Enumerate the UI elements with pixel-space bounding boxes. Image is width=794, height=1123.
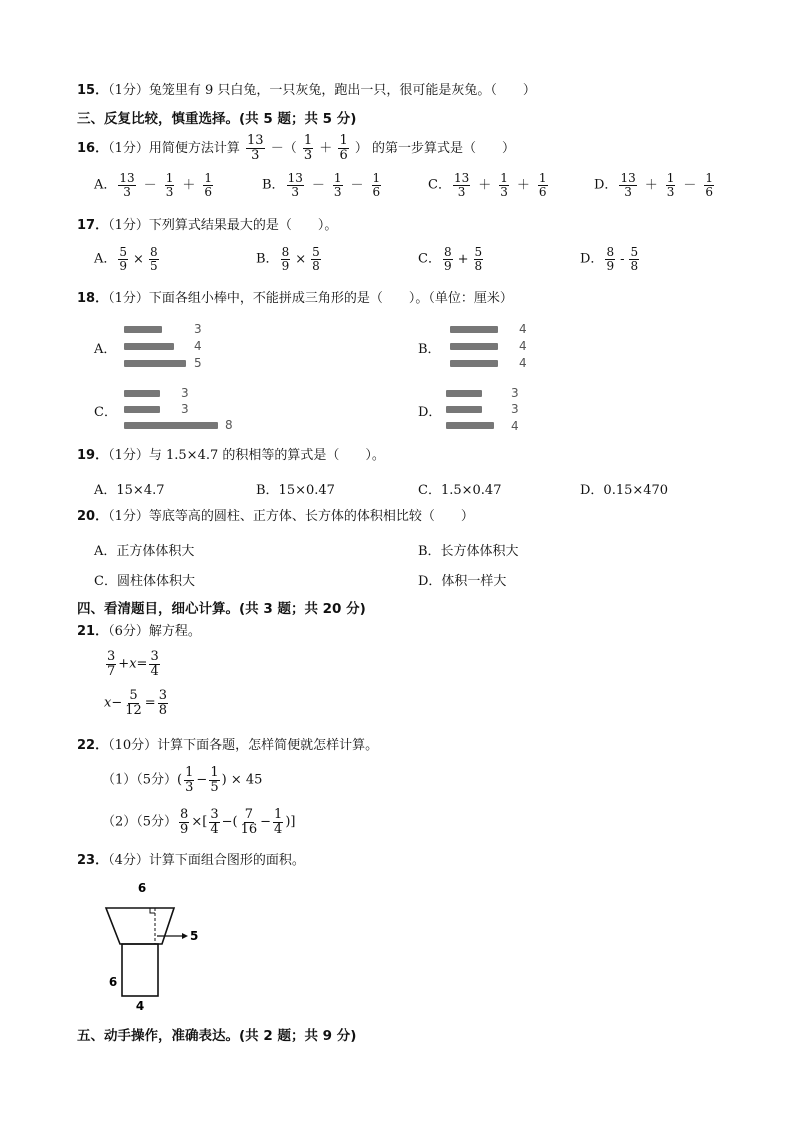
arrow-head [182,933,188,939]
paren: （ [283,141,297,156]
question-text: （1分）兔笼里有 9 只白兔，一只灰兔，跑出一只，很可能是灰兔。（ ） [108,83,536,98]
question-number: 23． [77,853,109,868]
fraction: $\frac{1}{6}$ [339,133,348,163]
option-d [580,246,641,272]
stick [450,360,498,367]
section-heading-3: 三、反复比较，慎重选择。(共 5 题；共 5 分) [77,111,357,127]
question-text: （1分）与 1.5×4.7 的积相等的算式是（ ）。 [108,448,385,463]
option-d [594,172,716,198]
question-18 [77,290,513,308]
question-number: 18． [77,291,109,306]
option-c: C．圆柱体体积大 [94,574,195,589]
fraction: $\frac{5}{9}$ [119,245,128,273]
operator: - [620,251,625,267]
question-22 [77,737,378,755]
fraction: $\frac{3}{7}$ [107,649,116,679]
option-label: B． [256,251,279,267]
question-text: （10分）计算下面各题，怎样简便就怎样计算。 [108,738,379,753]
stick-length: 4 [519,339,527,353]
section-heading-4: 四、看清题目，细心计算。(共 3 题；共 20 分) [77,601,366,617]
option-label: B． [262,177,285,193]
question-20 [77,508,474,526]
fraction: $\frac{1}{6}$ [705,171,714,199]
operator: ＋ [182,177,196,193]
fraction: $\frac{3}{4}$ [150,649,159,679]
fraction: $\frac{13}{3}$ [247,133,264,163]
variable: x [129,656,137,672]
question-text-suffix: 的第一步算式是（ ） [372,141,516,156]
operator: ＋ [478,177,492,193]
fraction: $\frac{8}{9}$ [443,245,452,273]
stick-length: 5 [194,356,202,370]
operator: + [457,251,469,267]
option-label: A． [94,251,117,267]
label-rect-height: 6 [108,975,118,989]
operator: + [118,656,130,672]
option-b [262,172,383,198]
stick-length: 8 [225,418,233,432]
fraction: $\frac{5}{8}$ [630,245,639,273]
fraction: $\frac{1}{3}$ [165,171,174,199]
option-d-label: D． [418,405,442,420]
paren: ） [354,141,368,156]
fraction: $\frac{13}{3}$ [119,171,135,199]
equals: = [144,695,156,711]
fraction: $\frac{13}{3}$ [287,171,303,199]
fraction: $\frac{5}{12}$ [125,688,142,718]
stick-length: 4 [194,339,202,353]
equation-2 [104,689,170,717]
stick-length: 4 [511,419,519,433]
stick [124,422,218,429]
fraction: $\frac{1}{6}$ [372,171,381,199]
fraction: $\frac{1}{5}$ [210,765,219,795]
stick-length: 3 [511,402,519,416]
option-a [94,246,161,272]
fraction: $\frac{13}{3}$ [620,171,636,199]
stick [124,343,174,350]
operator: － [270,141,284,156]
question-17 [77,217,337,235]
option-c [428,172,550,198]
question-text: （4分）计算下面组合图形的面积。 [108,853,305,868]
question-number: 17． [77,218,109,233]
stick [124,326,162,333]
fraction: $\frac{3}{4}$ [210,807,219,837]
stick [124,360,186,367]
question-21 [77,623,201,641]
option-label: D． [580,251,604,267]
fraction: $\frac{8}{9}$ [281,245,290,273]
rectangle-shape [122,944,158,996]
label-rect-width: 4 [135,999,145,1013]
question-19 [77,447,385,465]
option-b [256,246,323,272]
option-c-label: C． [94,405,117,420]
question-number: 22． [77,738,109,753]
fraction: $\frac{1}{3}$ [333,171,342,199]
stick [446,390,482,397]
fraction: $\frac{5}{8}$ [474,245,483,273]
question-15 [77,82,536,100]
operator: ＋ [644,177,658,193]
operator: － [311,177,325,193]
question-text-prefix: （1分）用简便方法计算 [108,141,240,156]
stick-length: 3 [511,386,519,400]
stick [124,406,160,413]
sub-question-1: （1）（5分）( $\frac{1}{3}$ − $\frac{1}{5}$ ) × 45 [102,765,263,795]
option-a: A．正方体体积大 [94,544,195,559]
question-text: （1分）下面各组小棒中，不能拼成三角形的是（ ）。（单位：厘米） [108,291,513,306]
label-top: 6 [137,881,147,895]
section-heading-5: 五、动手操作，准确表达。(共 2 题；共 9 分) [77,1028,357,1044]
option-b: B．长方体体积大 [418,544,519,559]
operator: － [683,177,697,193]
fraction: $\frac{1}{4}$ [274,807,283,837]
fraction: $\frac{1}{3}$ [500,171,508,199]
fraction: $\frac{7}{16}$ [240,807,258,837]
fraction: $\frac{3}{8}$ [158,688,167,718]
question-text: （1分）下列算式结果最大的是（ ）。 [108,218,338,233]
question-16 [77,132,515,166]
question-number: 21． [77,624,109,639]
question-number: 16． [77,141,109,156]
fraction: $\frac{13}{3}$ [453,171,470,199]
fraction: $\frac{1}{3}$ [185,765,194,795]
fraction: $\frac{1}{6}$ [204,171,212,199]
equation-1 [104,650,162,678]
option-d: D．体积一样大 [418,574,507,589]
operator: ＋ [516,177,530,193]
operator: − [111,695,123,711]
option-c [418,246,485,272]
variable: x [104,695,112,711]
option-c: C．1.5×0.47 [418,483,502,498]
trapezoid-shape [106,908,174,944]
stick-length: 3 [181,402,189,416]
option-d: D．0.15×470 [580,483,669,498]
fraction: $\frac{8}{9}$ [180,807,189,837]
operator: ＋ [319,141,333,156]
fraction: $\frac{8}{5}$ [149,245,158,273]
stick [450,326,498,333]
question-number: 20． [77,509,109,524]
stick [124,390,160,397]
option-label: A． [94,177,117,193]
question-23 [77,852,305,870]
stick [446,422,494,429]
stick-length: 3 [181,386,189,400]
option-b: B．15×0.47 [256,483,335,498]
option-label: C． [418,251,441,267]
option-label: D． [594,177,618,193]
question-number: 19． [77,448,109,463]
fraction: $\frac{1}{6}$ [538,171,547,199]
question-text: （6分）解方程。 [108,624,201,639]
operator: × [295,251,307,267]
composite-figure [100,878,220,1016]
fraction: $\frac{1}{3}$ [666,171,675,199]
stick [446,406,482,413]
sub-question-label: （1）（5分） [102,772,178,788]
stick-length: 4 [519,322,527,336]
stick-length: 3 [194,322,202,336]
fraction: $\frac{1}{3}$ [303,133,313,163]
stick-length: 4 [519,356,527,370]
fraction: $\frac{5}{8}$ [312,245,320,273]
operator: － [143,177,157,193]
question-text: （1分）等底等高的圆柱、正方体、长方体的体积相比较（ ） [108,509,474,524]
option-label: C． [428,177,451,193]
label-trapezoid-height: 5 [190,929,199,943]
fraction: $\frac{8}{9}$ [606,245,615,273]
option-b-label: B． [418,342,441,357]
sub-question-2: （2）（5分） $\frac{8}{9}$ ×[ $\frac{3}{4}$ −( $\frac{7}{16}$ − $\frac{1}{4}$ )] [102,807,296,837]
equals: = [136,656,148,672]
stick [450,343,498,350]
operator: － [350,177,364,193]
question-number: 15． [77,83,109,98]
option-a: A．15×4.7 [94,483,165,498]
sub-question-label: （2）（5分） [102,814,178,830]
operator: × [133,251,144,267]
option-a-label: A． [94,342,117,357]
option-a [94,172,215,198]
